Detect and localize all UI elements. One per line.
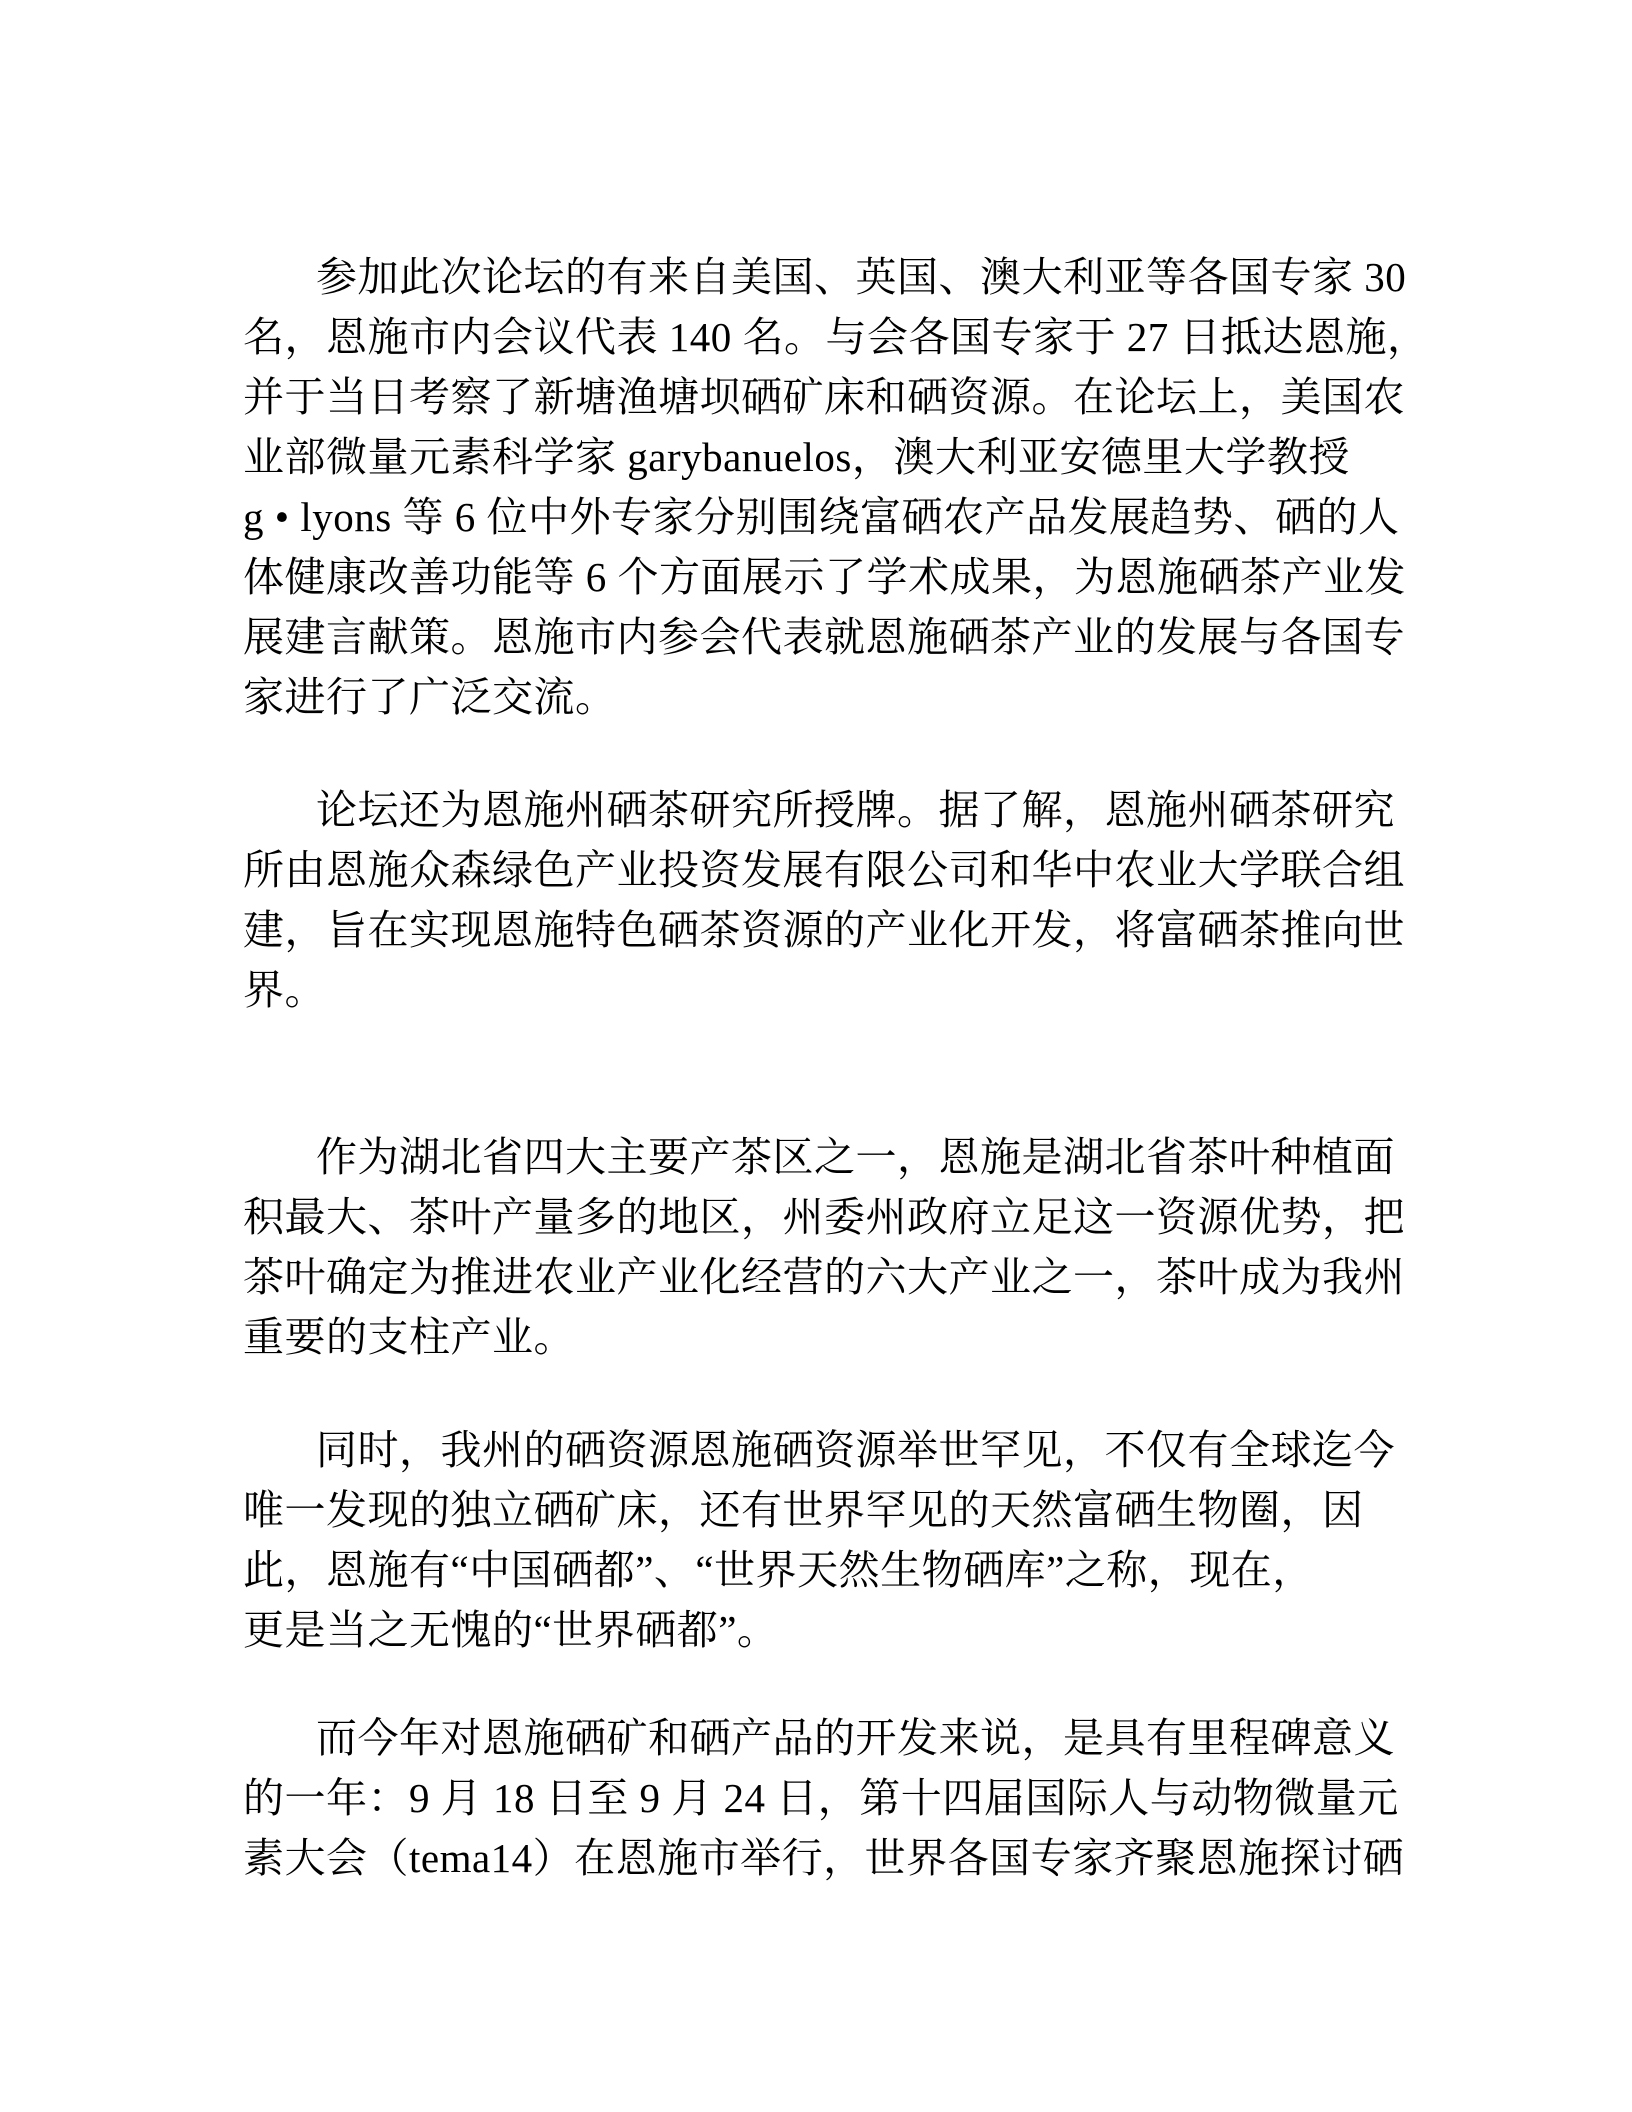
paragraph-forum-participants xyxy=(243,247,1429,727)
paragraph-research-institute xyxy=(243,780,1405,1020)
text-line: 业部微量元素科学家 garybanuelos，澳大利亚安德里大学教授 xyxy=(243,434,1350,480)
text-line: 素大会（tema14）在恩施市举行，世界各国专家齐聚恩施探讨硒 xyxy=(243,1835,1405,1881)
paragraph-tea-industry xyxy=(243,1127,1405,1367)
text-line: 所由恩施众森绿色产业投资发展有限公司和华中农业大学联合组 xyxy=(243,847,1405,893)
text-line: 而今年对恩施硒矿和硒产品的开发来说，是具有里程碑意义 xyxy=(316,1715,1395,1761)
text-line: 同时，我州的硒资源恩施硒资源举世罕见，不仅有全球迄今 xyxy=(316,1427,1395,1473)
text-line: 建，旨在实现恩施特色硒茶资源的产业化开发，将富硒茶推向世 xyxy=(243,907,1405,953)
text-line: 并于当日考察了新塘渔塘坝硒矿床和硒资源。在论坛上，美国农 xyxy=(243,374,1405,420)
text-line: 更是当之无愧的“世界硒都”。 xyxy=(243,1607,779,1653)
text-line: 界。 xyxy=(243,967,326,1013)
text-line: 作为湖北省四大主要产茶区之一，恩施是湖北省茶叶种植面 xyxy=(316,1134,1395,1180)
text-line: g • lyons 等 6 位中外专家分别围绕富硒农产品发展趋势、硒的人 xyxy=(243,494,1400,540)
paragraph-milestone-year xyxy=(243,1708,1405,1888)
text-line: 积最大、茶叶产量多的地区，州委州政府立足这一资源优势，把 xyxy=(243,1194,1405,1240)
text-line: 名，恩施市内会议代表 140 名。与会各国专家于 27 日抵达恩施， xyxy=(243,314,1429,360)
text-line: 参加此次论坛的有来自美国、英国、澳大利亚等各国专家 30 xyxy=(316,254,1407,300)
text-line: 重要的支柱产业。 xyxy=(243,1314,575,1360)
text-line: 茶叶确定为推进农业产业化经营的六大产业之一，茶叶成为我州 xyxy=(243,1254,1405,1300)
text-line: 的一年：9 月 18 日至 9 月 24 日，第十四届国际人与动物微量元 xyxy=(243,1775,1399,1821)
text-line: 家进行了广泛交流。 xyxy=(243,674,617,720)
text-line: 展建言献策。恩施市内参会代表就恩施硒茶产业的发展与各国专 xyxy=(243,614,1405,660)
text-line: 论坛还为恩施州硒茶研究所授牌。据了解，恩施州硒茶研究 xyxy=(316,787,1395,833)
text-line: 唯一发现的独立硒矿床，还有世界罕见的天然富硒生物圈，因 xyxy=(243,1487,1364,1533)
text-line: 此，恩施有“中国硒都”、“世界天然生物硒库”之称，现在， xyxy=(243,1547,1314,1593)
text-line: 体健康改善功能等 6 个方面展示了学术成果，为恩施硒茶产业发 xyxy=(243,554,1406,600)
paragraph-selenium-resources xyxy=(243,1420,1395,1660)
